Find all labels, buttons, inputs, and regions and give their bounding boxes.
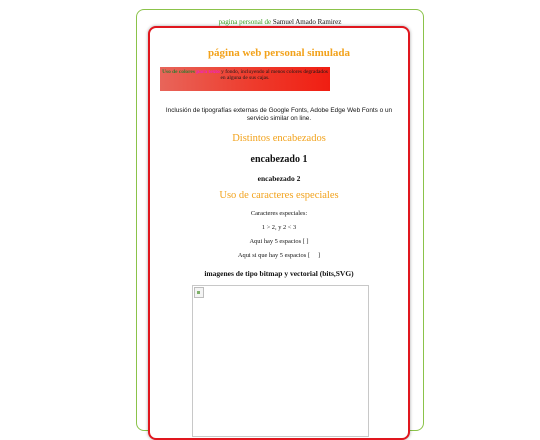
gradient-text-part3: y fondo, incluyendo al menos colores degradados en alguna de sus cajas.: [220, 69, 328, 82]
spaces-line-nbsp: Aqui si que hay 5 espacios [ ]: [237, 252, 321, 259]
header-prefix: pagina personal de: [218, 18, 272, 26]
outer-container: [136, 9, 424, 431]
gradient-box: [160, 67, 330, 91]
fonts-note: Inclusión de tipografías externas de Google Fonts, Adobe Edge Web Fonts o un servicio similar on line.: [165, 107, 393, 122]
heading-1: encabezado 1: [250, 154, 308, 165]
page-title: página web personal simulada: [207, 47, 351, 59]
headings-section-title: Distintos encabezados: [232, 133, 326, 144]
content-box: [148, 26, 410, 440]
header-name: Samuel Amado Ramirez: [272, 18, 342, 26]
heading-2: encabezado 2: [257, 174, 301, 183]
special-chars-section-title: Uso de caracteres especiales: [219, 190, 339, 201]
special-chars-label: Caracteres especiales:: [250, 210, 308, 217]
spaces-line: Aqui hay 5 espacios [ ]: [249, 238, 309, 245]
special-chars-example: 1 > 2, y 2 < 3: [261, 224, 297, 231]
page-header: [137, 18, 423, 26]
broken-image-icon: [194, 287, 204, 298]
gradient-text-part2: para texto: [196, 69, 220, 75]
gradient-text-part1: Uso de colores: [162, 69, 195, 75]
images-section-title: imagenes de tipo bitmap y vectorial (bits,SVG): [204, 269, 354, 278]
image-placeholder: [192, 285, 369, 437]
